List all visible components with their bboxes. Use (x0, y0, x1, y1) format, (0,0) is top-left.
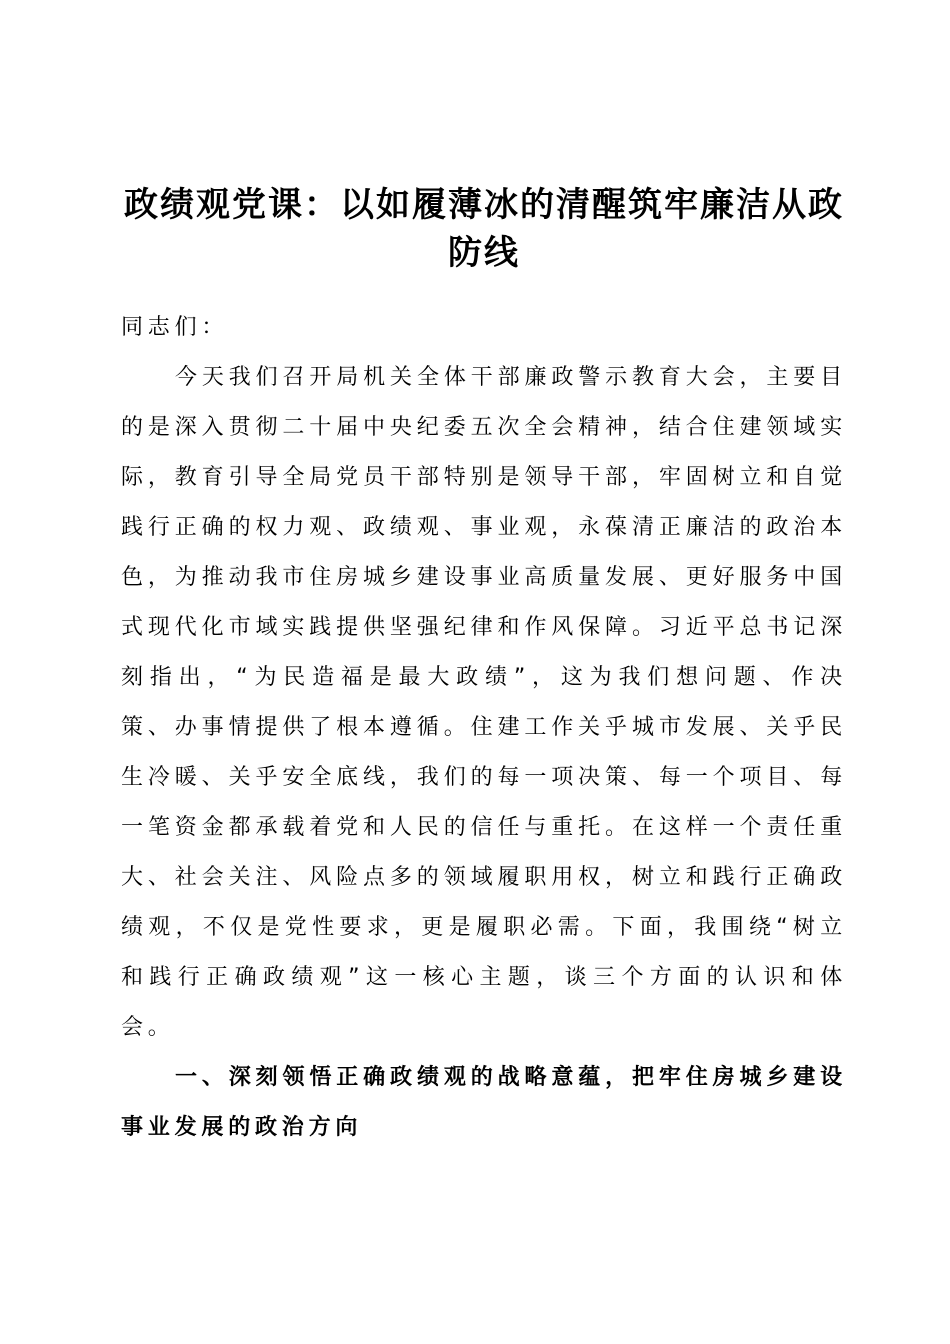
body-paragraph: 今天我们召开局机关全体干部廉政警示教育大会，主要目的是深入贯彻二十届中央纪委五次全会精神，结合住建领域实际，教育引导全局党员干部特别是领导干部，牢固树立和自觉践行正确的权力观、政绩观、事业观，永葆清正廉洁的政治本色，为推动我市住房城乡建设事业高质量发展、更好服务中国式现代化市域实践提供坚强纪律和作风保障。习近平总书记深刻指出，“为民造福是最大政绩”，这为我们想问题、作决策、办事情提供了根本遵循。住建工作关乎城市发展、关乎民生冷暖、关乎安全底线，我们的每一项决策、每一个项目、每一笔资金都承载着党和人民的信任与重托。在这样一个责任重大、社会关注、风险点多的领域履职用权，树立和践行正确政绩观，不仅是党性要求，更是履职必需。下面，我围绕“树立和践行正确政绩观”这一核心主题，谈三个方面的认识和体会。 (121, 365, 847, 1040)
document-title: 政绩观党课：以如履薄冰的清醒筑牢廉洁从政防线 (124, 185, 844, 273)
section-heading: 一、深刻领悟正确政绩观的战略意蕴，把牢住房城乡建设事业发展的政治方向 (121, 1065, 847, 1140)
salutation: 同志们： (121, 315, 229, 340)
